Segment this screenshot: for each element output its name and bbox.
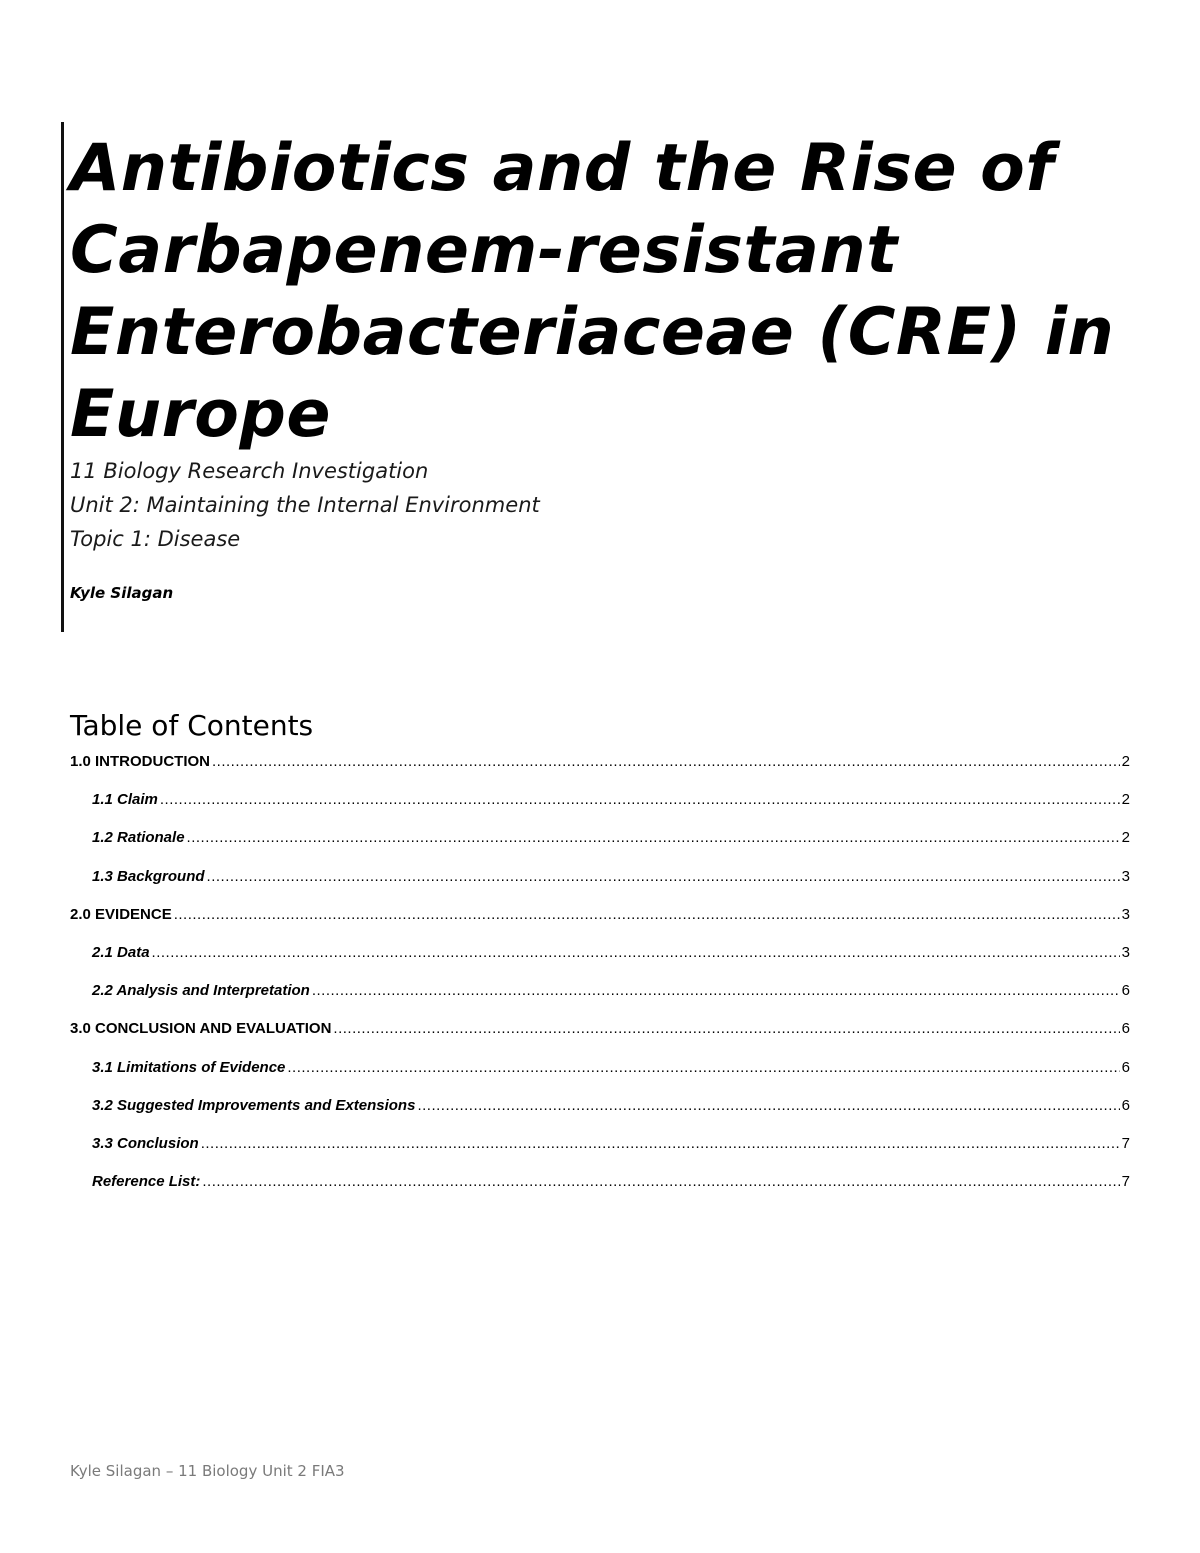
toc-entry-label: 1.1 Claim — [92, 791, 158, 809]
toc-dot-leader — [187, 826, 1120, 850]
toc-entry-conclusion[interactable] — [70, 1132, 1130, 1170]
toc-entry-limitations[interactable] — [70, 1056, 1130, 1094]
toc-entry-page: 6 — [1121, 1096, 1130, 1114]
toc-entry-page: 2 — [1121, 791, 1130, 809]
toc-dot-leader — [152, 941, 1120, 965]
toc-dot-leader — [202, 1170, 1119, 1194]
toc-dot-leader — [207, 865, 1120, 889]
toc-entry-page: 2 — [1121, 829, 1130, 847]
toc-entry-improvements[interactable] — [70, 1094, 1130, 1132]
toc-dot-leader — [160, 788, 1120, 812]
toc-dot-leader — [201, 1132, 1120, 1156]
subtitle-course: 11 Biology Research Investigation — [70, 459, 429, 483]
toc-entry-page: 6 — [1121, 1058, 1130, 1076]
toc-dot-leader — [417, 1094, 1119, 1118]
toc-entry-label: 3.0 CONCLUSION AND EVALUATION — [70, 1020, 332, 1038]
toc-entry-evidence[interactable] — [70, 903, 1130, 941]
toc-heading: Table of Contents — [70, 709, 314, 742]
toc-entry-data[interactable] — [70, 941, 1130, 979]
toc-entry-analysis[interactable] — [70, 979, 1130, 1017]
toc-entry-label: 1.0 INTRODUCTION — [70, 753, 211, 770]
toc-dot-leader — [212, 750, 1120, 774]
toc-entry-page: 3 — [1121, 867, 1130, 885]
toc-entry-page: 3 — [1121, 943, 1130, 961]
toc-dot-leader — [333, 1017, 1119, 1041]
toc-entry-page: 3 — [1121, 905, 1130, 923]
toc-entry-page: 2 — [1121, 753, 1130, 770]
toc-entry-label: 3.1 Limitations of Evidence — [92, 1058, 286, 1076]
toc-dot-leader — [287, 1056, 1119, 1080]
toc-entry-label: 2.0 EVIDENCE — [70, 905, 172, 923]
toc-entry-label: 1.3 Background — [92, 867, 205, 885]
toc-entry-claim[interactable] — [70, 788, 1130, 826]
subtitle-unit: Unit 2: Maintaining the Internal Environment — [70, 493, 540, 517]
toc-entry-label: 2.1 Data — [92, 943, 150, 961]
toc-dot-leader — [174, 903, 1120, 927]
toc-entry-reference-list[interactable] — [70, 1170, 1130, 1208]
document-title: Antibiotics and the Rise of Carbapenem-resistant Enterobacteriaceae (CRE) in Europe — [70, 131, 1115, 452]
toc-entry-background[interactable] — [70, 865, 1130, 903]
toc-entry-page: 6 — [1121, 1020, 1130, 1038]
toc-entry-label: 3.2 Suggested Improvements and Extensions — [92, 1096, 416, 1114]
toc-entry-conclusion-evaluation[interactable] — [70, 1017, 1130, 1055]
toc-entry-label: 1.2 Rationale — [92, 829, 185, 847]
toc-entry-page: 7 — [1121, 1173, 1130, 1191]
toc-entry-label: Reference List: — [92, 1173, 201, 1191]
subtitle-topic: Topic 1: Disease — [70, 527, 241, 551]
title-block — [61, 122, 1141, 632]
toc-entry-page: 6 — [1121, 982, 1130, 1000]
toc-entry-label: 2.2 Analysis and Interpretation — [92, 982, 310, 1000]
toc-entry-rationale[interactable] — [70, 826, 1130, 864]
table-of-contents — [70, 750, 1130, 1208]
page-footer: Kyle Silagan – 11 Biology Unit 2 FIA3 — [70, 1462, 345, 1480]
toc-entry-page: 7 — [1121, 1134, 1130, 1152]
toc-dot-leader — [312, 979, 1120, 1003]
toc-entry-introduction[interactable] — [70, 750, 1130, 788]
toc-entry-label: 3.3 Conclusion — [92, 1134, 199, 1152]
author-name: Kyle Silagan — [70, 584, 174, 602]
